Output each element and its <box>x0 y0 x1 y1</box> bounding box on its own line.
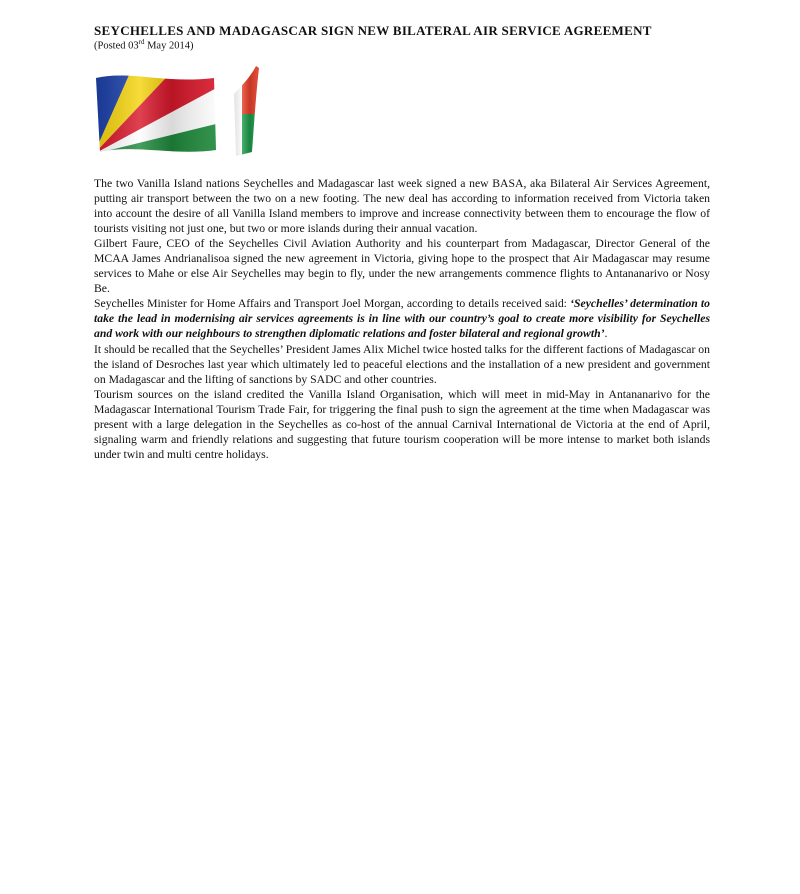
posted-date-prefix: (Posted 03 <box>94 40 139 52</box>
minister-intro: Seychelles Minister for Home Affairs and Transport Joel Morgan, according to details received said: <box>94 297 571 311</box>
posted-date-suffix: May 2014) <box>144 40 194 52</box>
posted-date-ordinal: rd <box>138 38 145 46</box>
article-headline: SEYCHELLES AND MADAGASCAR SIGN NEW BILATERAL AIR SERVICE AGREEMENT <box>94 23 652 38</box>
paragraph-agreement: The two Vanilla Island nations Seychelles and Madagascar last week signed a new BASA, aka Bilateral Air Services Agreement, putting air transport between the two on a new footing. The new deal has according to information received from Victoria taken into account the desire of all Vanilla Island members to improve and increase connectivity between them to encourage the flow of tourists visiting not just one, but two or more islands during their annual vacation. <box>94 177 710 236</box>
article-body <box>94 176 710 462</box>
paragraph-president-talks: It should be recalled that the Seychelles’ President James Alix Michel twice hosted talks for the different factions of Madagascar on the island of Desroches last year which ultimately led to peaceful elections and the installation of a new president and government on Madagascar and the lifting of sanctions by SADC and other countries. <box>94 342 710 386</box>
paragraph-minister-quote <box>94 296 710 341</box>
paragraph-tourism-sources: Tourism sources on the island credited the Vanilla Island Organisation, which will meet in mid-May in Antananarivo for the Madagascar International Tourism Trade Fair, for triggering the final push to sign the agreement at the time when Madagascar was present with a large delegation in the Seychelles as co-host of the annual Carnival International de Victoria at the end of April, signaling warm and friendly relations and suggesting that future tourism cooperation will be more intense to market both islands under twin and multi centre holidays. <box>94 387 710 461</box>
madagascar-flag-icon <box>232 64 262 160</box>
minister-quote: ‘Seychelles’ determination to take the lead in modernising air services agreements is in line with our country’s goal to create more visibility for Seychelles and work with our neighbours to strengthen diplomatic relations and foster bilateral and regional growth’ <box>94 297 710 341</box>
flags-image <box>94 64 264 160</box>
paragraph-signing: Gilbert Faure, CEO of the Seychelles Civil Aviation Authority and his counterpart from Madagascar, Director General of the MCAA James Andrianalisoa signed the new agreement in Victoria, giving hope to the prospect that Air Madagascar may resume services to Mahe or else Air Seychelles may begin to fly, under the new arrangements commence flights to Antananarivo or Nosy Be. <box>94 237 710 296</box>
seychelles-flag-icon <box>94 64 224 160</box>
minister-quote-end: . <box>604 327 608 341</box>
posted-date <box>94 38 193 52</box>
